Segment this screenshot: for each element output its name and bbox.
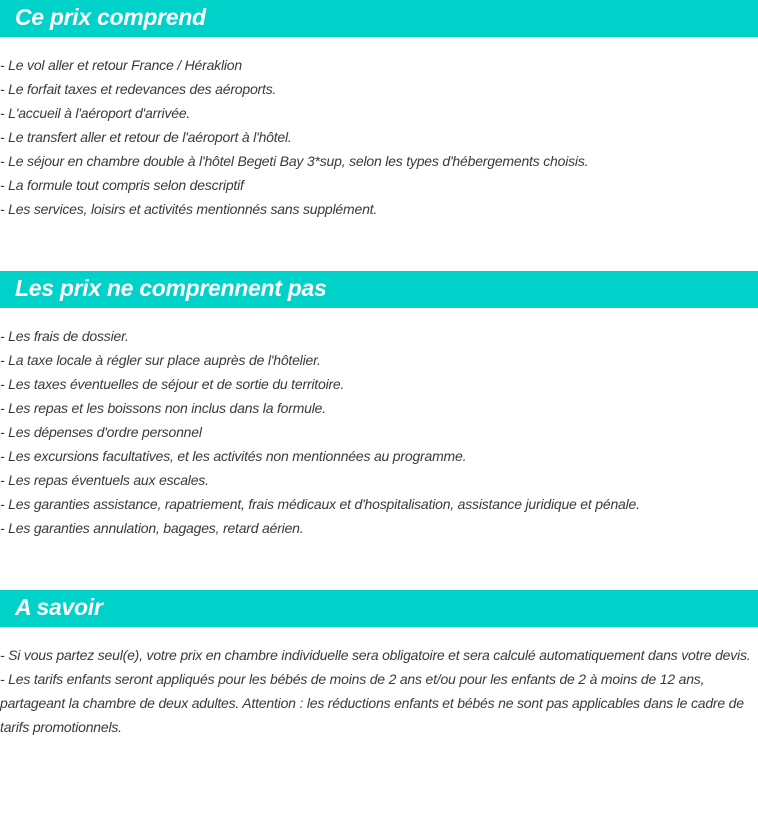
section-price-includes	[0, 0, 758, 221]
list-item: - Les garanties assistance, rapatriement, frais médicaux et d'hospitalisation, assistance juridique et pénale.	[0, 496, 640, 512]
good-to-know-content	[0, 643, 752, 739]
list-item: - Les services, loisirs et activités mentionnés sans supplément.	[0, 201, 378, 217]
info-paragraph: - Si vous partez seul(e), votre prix en chambre individuelle sera obligatoire et sera calculé automatiquement dans votre devis.	[0, 647, 751, 663]
list-item: - Les repas éventuels aux escales.	[0, 472, 209, 488]
list-item: - L'accueil à l'aéroport d'arrivée.	[0, 105, 191, 121]
list-item: - Les taxes éventuelles de séjour et de sortie du territoire.	[0, 376, 345, 392]
list-item: - Le transfert aller et retour de l'aéroport à l'hôtel.	[0, 129, 292, 145]
list-item: - La formule tout compris selon descriptif	[0, 177, 244, 193]
excludes-list	[0, 324, 758, 540]
section-price-excludes	[0, 271, 758, 540]
list-item: - Le forfait taxes et redevances des aéroports.	[0, 81, 277, 97]
section-header-good-to-know	[0, 590, 758, 627]
list-item: - Les excursions facultatives, et les activités non mentionnées au programme.	[0, 448, 467, 464]
includes-list	[0, 53, 758, 221]
list-item: - Le vol aller et retour France / Héraklion	[0, 57, 242, 73]
info-paragraph: - Les tarifs enfants seront appliqués pour les bébés de moins de 2 ans et/ou pour les enfants de 2 à moins de 12 ans, partageant la chambre de deux adultes. Attention : les réductions enfants et bébés ne sont pas applicables dans le cadre de tarifs promotionnels.	[0, 671, 744, 735]
section-title: A savoir	[15, 594, 103, 620]
list-item: - Le séjour en chambre double à l'hôtel Begeti Bay 3*sup, selon les types d'hébergements choisis.	[0, 153, 589, 169]
list-item: - La taxe locale à régler sur place auprès de l'hôtelier.	[0, 352, 321, 368]
section-header-price-excludes	[0, 271, 758, 308]
section-good-to-know	[0, 590, 758, 739]
list-item: - Les repas et les boissons non inclus dans la formule.	[0, 400, 326, 416]
list-item: - Les frais de dossier.	[0, 328, 129, 344]
list-item: - Les garanties annulation, bagages, retard aérien.	[0, 520, 304, 536]
section-title: Les prix ne comprennent pas	[15, 275, 327, 301]
section-header-price-includes	[0, 0, 758, 37]
section-title: Ce prix comprend	[15, 4, 206, 30]
list-item: - Les dépenses d'ordre personnel	[0, 424, 202, 440]
